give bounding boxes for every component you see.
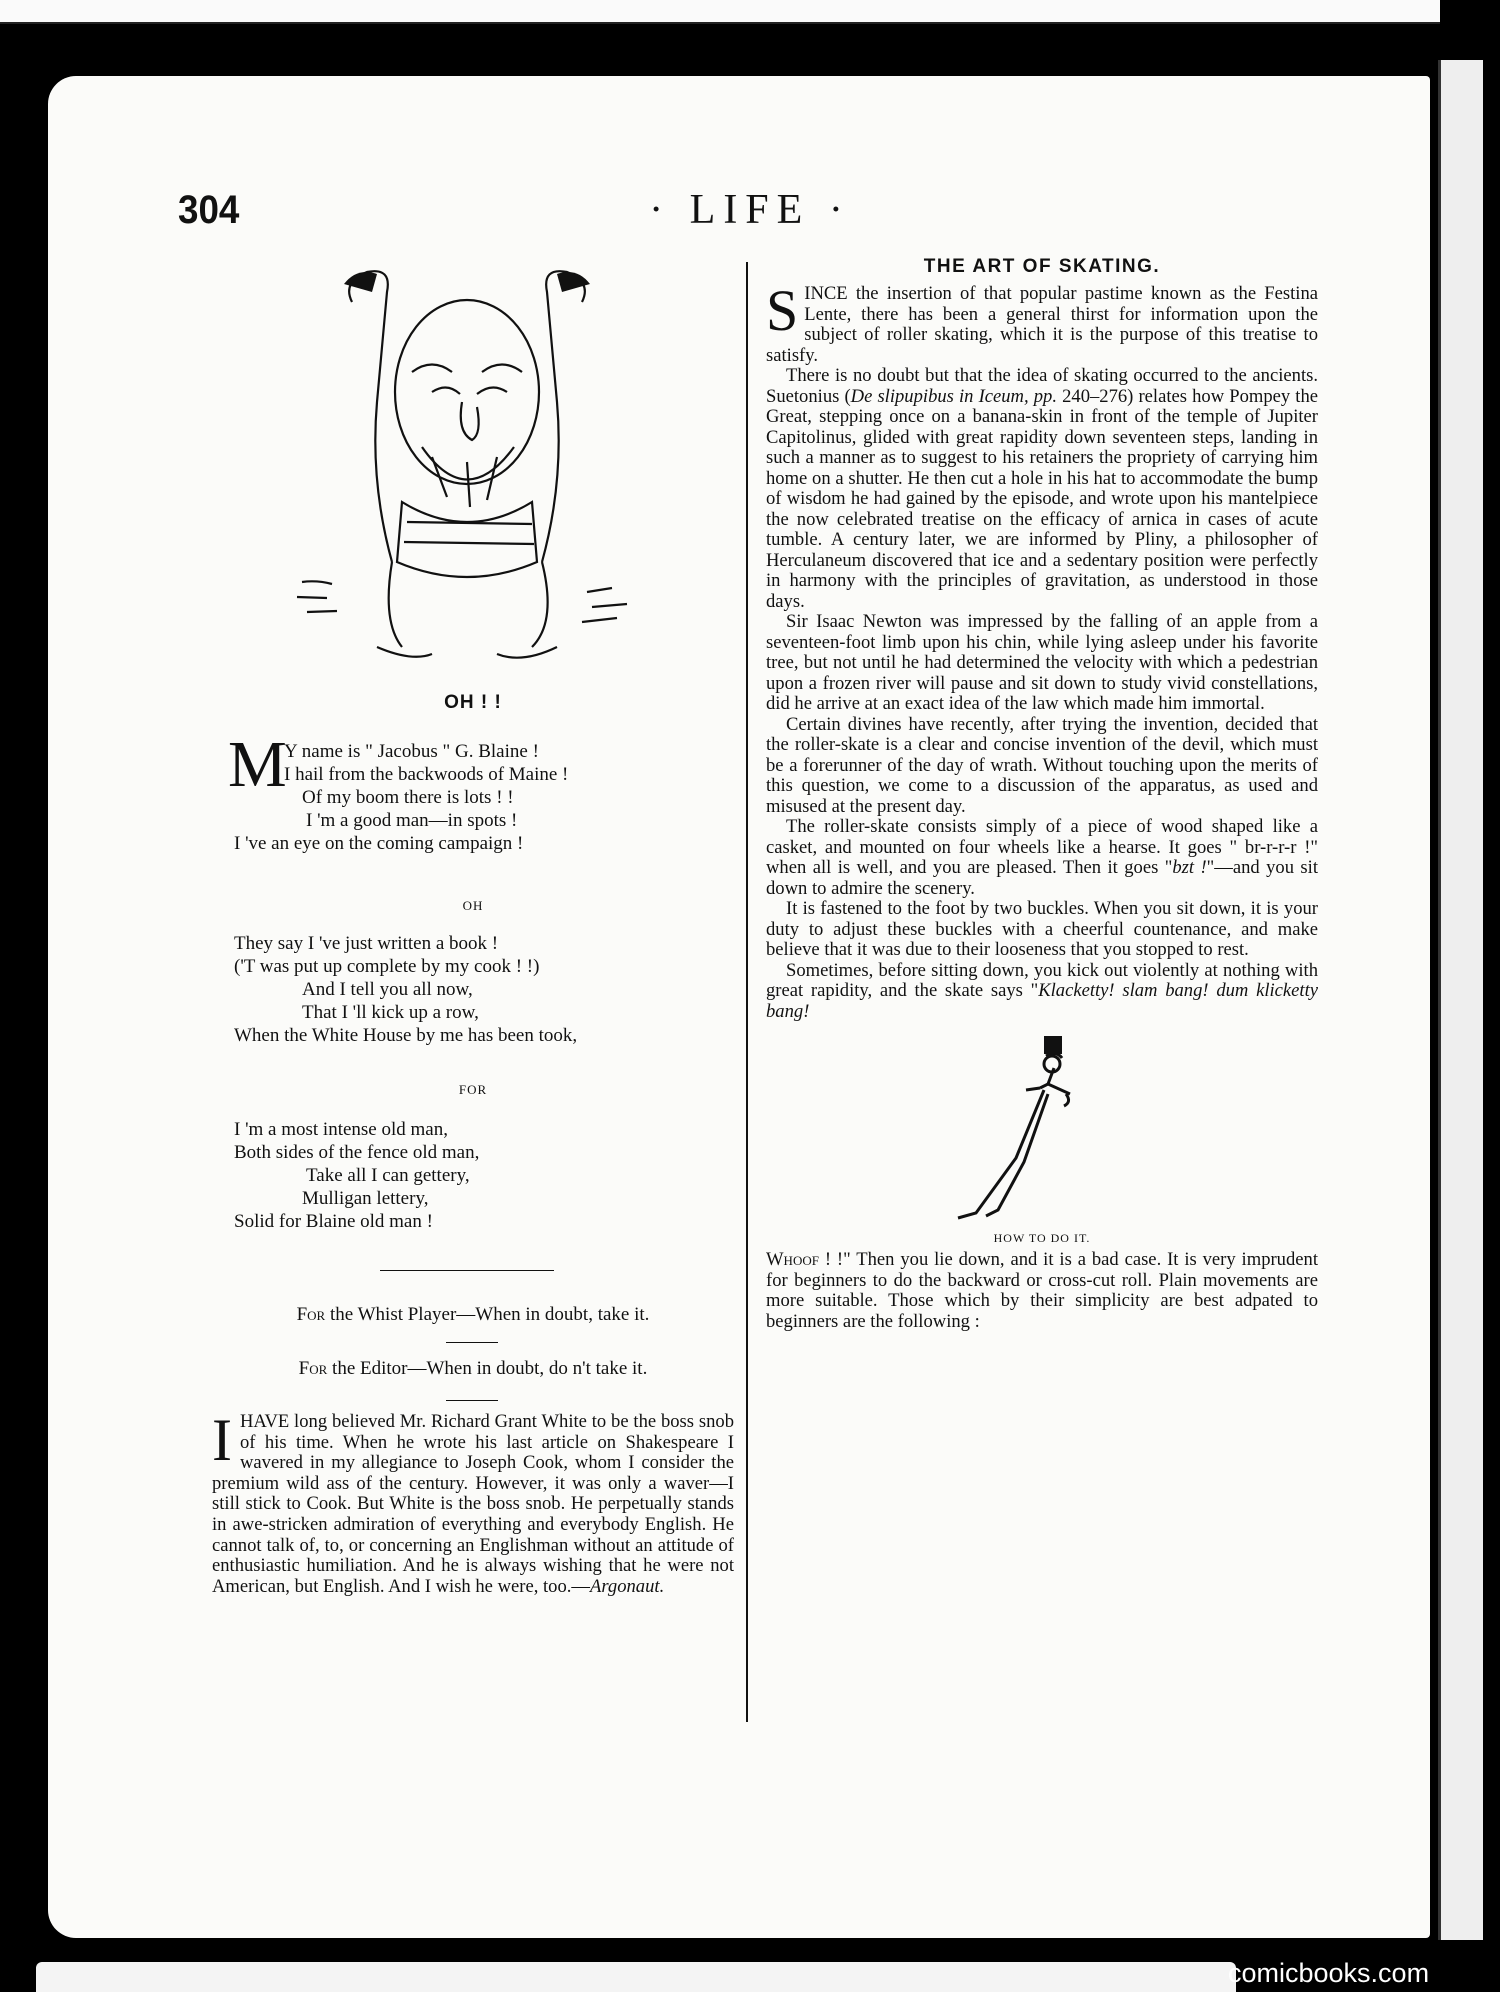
sound-effect: bzt ! [1172, 857, 1207, 878]
poem-line: And I tell you all now, [302, 979, 473, 1000]
paragraph-text: ! !" Then you lie down, and it is a bad case. It is very imprudent for beginners to do the backward or cross-cut roll. Plain movements are more suitable. Those which by their simplicity are best adpated to beginners are the following : [766, 1249, 1318, 1332]
previous-page-edge [0, 0, 1440, 24]
poem-stanza-3 [234, 1118, 479, 1233]
poem-line: Mulligan lettery, [302, 1188, 429, 1209]
article-paragraph: Certain divines have recently, after trying the invention, decided that the roller-skate is a clear and concise invention of the devil, which must be a forerunner of the day of wrath. Without touching upon the merits of this question, we come to a discussion of the apparatus, as used and misused at the present day. [766, 713, 1318, 817]
paragraph-text: 240–276) relates how Pompey the Great, stepping once on a banana-skin in front of the temple of Jupiter Capitolinus, glided with great rapidity down seventeen steps, landing in such a manner as to suggest to his retainers the propriety of carrying him home on a shutter. He then cut a hole in his hat to accommodate the bump of wisdom he had gained by the episode, and wrote upon his mantelpiece the now celebrated treatise on the efficacy of arnica in cases of acute tumble. A century later, we are informed by Pliny, a philosopher of Herculaneum discovered that ice and a sedentary position were perfectly in harmony with the principles of gravitation, as understood in those days. [766, 385, 1318, 612]
paragraph-text: The roller-skate consists simply of a piece of wood shaped like a casket, and mounted on four wheels like a hearse. It goes " br-r-r-r !" when all is well, and you are pleased. Then it goes " [766, 816, 1318, 878]
poem-title: OH ! ! [444, 692, 502, 713]
quip-divider [446, 1400, 498, 1401]
article-paragraph [766, 278, 1318, 366]
poem-line: When the White House by me has been took, [234, 1025, 578, 1046]
poem-line: Y name is " Jacobus " G. Blaine ! [284, 741, 539, 762]
quip-lead: For [296, 1304, 326, 1325]
quip-lead: For [298, 1358, 328, 1379]
paragraph-text: INCE the insertion of that popular pastime known as the Festina Lente, there has been a general thirst for information upon the subject of roller skating, which it is the purpose of this treatise to satisfy. [766, 283, 1318, 366]
quip-whist [212, 1304, 734, 1326]
poem-line: I 've an eye on the coming campaign ! [234, 833, 524, 854]
poem-line: That I 'll kick up a row, [302, 1002, 479, 1023]
poem-line: I 'm a good man—in spots ! [306, 810, 518, 831]
column-rule [746, 262, 748, 1722]
poem-stanza-1 [228, 728, 569, 855]
article-title: THE ART OF SKATING. [923, 256, 1161, 277]
poem-line: I 'm a most intense old man, [234, 1119, 448, 1140]
poem-line: They say I 've just written a book ! [234, 933, 499, 954]
essay-source: Argonaut. [590, 1575, 665, 1597]
poem-line: Both sides of the fence old man, [234, 1142, 480, 1163]
paragraph-text: "—and you sit down to admire the scenery. [766, 857, 1318, 899]
essay-dropcap: I [212, 1407, 232, 1473]
following-page-edge [36, 1962, 1236, 1992]
top-hat-shape [1044, 1036, 1062, 1054]
quip-divider [446, 1342, 498, 1343]
poem-line: Take all I can gettery, [306, 1165, 470, 1186]
page-number: 304 [178, 188, 240, 232]
skater-figure [766, 1028, 1318, 1248]
paragraph-text: Sometimes, before sitting down, you kick out violently at nothing with great rapidity, and the skate says " [766, 959, 1318, 1001]
article-paragraph: Sir Isaac Newton was impressed by the falling of an apple from a seventeen-foot limb upon his chin, while lying asleep under his favorite tree, but not until he had determined the velocity with which a pedestrian upon a frozen river will pause and sit down to study vivid constellations, did he arrive at an exact idea of the law which made him immortal. [766, 611, 1318, 714]
poem-line: Solid for Blaine old man ! [234, 1211, 433, 1232]
paragraph-text: There is no doubt but that the idea of skating occurred to the ancients. Suetonius ( [766, 365, 1318, 407]
article-paragraph [766, 961, 1318, 1023]
sound-effect: Klacketty! slam bang! dum klicketty bang! [766, 980, 1319, 1022]
article-paragraph [766, 366, 1318, 612]
figure-caption: HOW TO DO IT. [993, 1231, 1091, 1245]
article-paragraph [766, 1250, 1318, 1332]
article-body [766, 278, 1319, 1332]
citation: De slipupibus in Iceum, pp. [850, 385, 1057, 407]
poem-line: Of my boom there is lots ! ! [302, 787, 514, 808]
caricature-drawing [282, 262, 652, 682]
poem-line: ('T was put up complete by my cook ! !) [234, 956, 540, 977]
poem-section-label-for: FOR [458, 1082, 488, 1097]
site-watermark: comicbooks.com [1228, 1958, 1430, 1988]
essay-text: HAVE long believed Mr. Richard Grant White to be the boss snob of his time. When he wrote his last article on Shakespeare I wavered in my allegiance to Joseph Cook, whom I consider the premium wild ass of the century. However, it was only a waver—I still stick to Cook. But White is the boss snob. He perpetually stands in awe-stricken admiration of everything and everybody English. He cannot talk of, to, or concerning an Englishman without an attitude of enthusiastic humiliation. And he is always wishing that he were not American, but English. And I wish he were, too.— [212, 1411, 734, 1597]
poem-dropcap: M [228, 728, 287, 801]
article-paragraph [766, 817, 1318, 899]
quip-editor [212, 1358, 734, 1380]
quip-text: the Whist Player—When in doubt, take it. [325, 1304, 650, 1325]
article-paragraph: It is fastened to the foot by two buckles. When you sit down, it is your duty to adjust these buckles with a cheerful countenance, and make believe that it was due to their looseness that you stopped to rest. [766, 898, 1318, 960]
article-dropcap: S [766, 278, 799, 343]
poem-stanza-2 [234, 932, 577, 1047]
right-column [766, 256, 1318, 1332]
section-divider [380, 1270, 554, 1271]
next-page-edge [1438, 60, 1483, 1940]
paragraph-lead: Whoof [766, 1249, 819, 1270]
stick-skater-drawing [916, 1028, 1156, 1228]
poem-section-label-oh: OH [462, 898, 484, 913]
caricature-illustration [282, 262, 652, 682]
masthead: · LIFE · [649, 187, 851, 233]
quip-text: the Editor—When in doubt, do n't take it. [327, 1358, 648, 1379]
snob-essay [212, 1407, 734, 1597]
poem-line: I hail from the backwoods of Maine ! [284, 764, 569, 785]
